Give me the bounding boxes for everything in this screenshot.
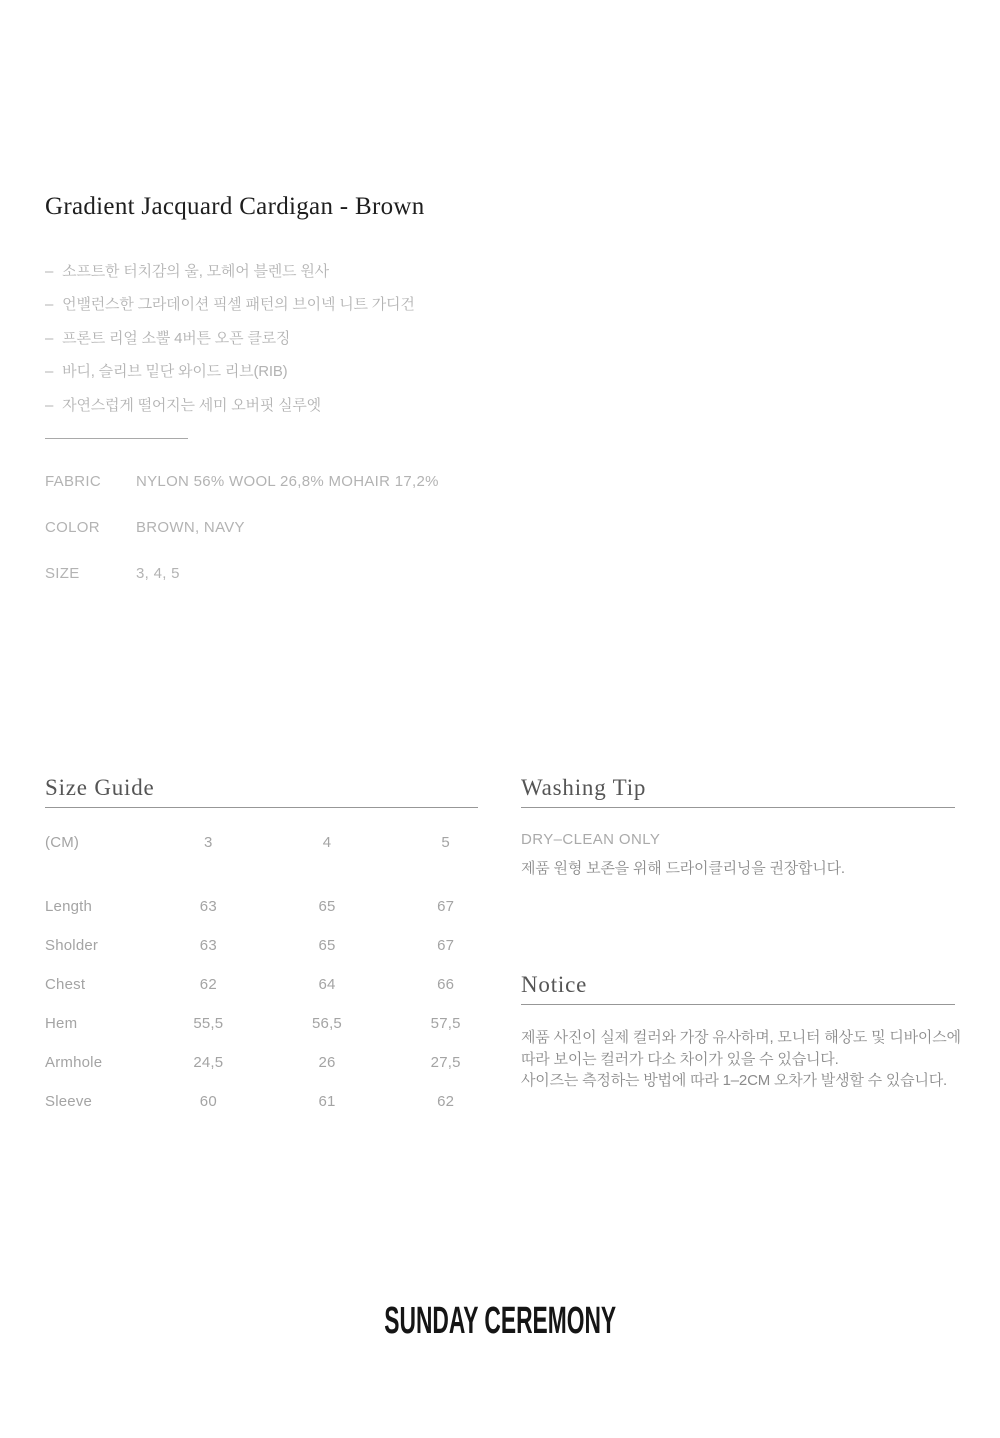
washing-tip-rule [521, 807, 955, 808]
feature-text: 프론트 리얼 소뿔 4버튼 오픈 클로징 [62, 329, 291, 347]
table-row [45, 1055, 505, 1094]
cell-value: 67 [437, 898, 455, 915]
cell-value: 64 [318, 976, 336, 993]
bullet-dash: – [45, 263, 54, 280]
cell-value: 62 [437, 1093, 455, 1110]
feature-text: 자연스럽게 떨어지는 세미 오버핏 실루엣 [62, 396, 321, 414]
bullet-dash: – [45, 329, 54, 347]
notice-line: 제품 사진이 실제 컬러와 가장 유사하며, 모니터 해상도 및 디바이스에 [521, 1029, 961, 1046]
row-label: Chest [45, 976, 86, 993]
spec-label: COLOR [45, 519, 100, 536]
washing-description: 제품 원형 보존을 위해 드라이클리닝을 권장합니다. [521, 860, 845, 877]
row-label: Length [45, 898, 93, 915]
washing-instruction: DRY–CLEAN ONLY [521, 831, 661, 848]
notice-line: 사이즈는 측정하는 방법에 따라 1–2CM 오차가 발생할 수 있습니다. [521, 1072, 948, 1090]
feature-text: 언밸런스한 그라데이션 픽셀 패턴의 브이넥 니트 가디건 [62, 296, 415, 314]
notice-line: 따라 보이는 컬러가 다소 차이가 있을 수 있습니다. [521, 1050, 839, 1068]
brand-logo [0, 1300, 1000, 1343]
feature-text: 소프트한 터치감의 울, 모헤어 블렌드 원사 [62, 263, 329, 280]
divider-line [45, 438, 188, 439]
spec-value: 3, 4, 5 [136, 565, 180, 582]
size-guide-header-row [45, 835, 505, 851]
cell-value: 65 [318, 898, 336, 915]
notice-heading: Notice [521, 972, 588, 997]
row-label: Armhole [45, 1054, 103, 1071]
cell-value: 65 [318, 937, 336, 954]
brand-logo-text: SUNDAY CEREMONY [384, 1300, 616, 1342]
size-guide-heading: Size Guide [45, 775, 155, 800]
cell-value: 67 [437, 937, 455, 954]
feature-text: 바디, 슬리브 밑단 와이드 리브(RIB) [62, 363, 288, 381]
table-row [45, 977, 505, 1016]
feature-item [45, 322, 415, 355]
cell-value: 55,5 [193, 1015, 224, 1032]
cell-value: 26 [318, 1054, 336, 1071]
table-row [45, 1094, 505, 1133]
cell-value: 66 [437, 976, 455, 993]
spec-row-color [45, 519, 439, 565]
unit-label: (CM) [45, 834, 80, 851]
feature-item [45, 255, 415, 288]
cell-value: 24,5 [193, 1054, 224, 1071]
feature-list [45, 255, 415, 422]
spec-label: SIZE [45, 565, 80, 582]
cell-value: 61 [318, 1093, 336, 1110]
cell-value: 62 [199, 976, 217, 993]
feature-item [45, 288, 415, 321]
row-label: Sleeve [45, 1093, 93, 1110]
column-header: 4 [322, 834, 332, 851]
cell-value: 57,5 [430, 1015, 461, 1032]
size-guide-rule [45, 807, 478, 808]
notice-text [521, 1027, 961, 1092]
table-row [45, 1016, 505, 1055]
spec-label: FABRIC [45, 473, 101, 490]
feature-item [45, 355, 415, 388]
bullet-dash: – [45, 396, 54, 414]
washing-tip-heading: Washing Tip [521, 775, 647, 800]
spec-value: BROWN, NAVY [136, 519, 245, 536]
bullet-dash: – [45, 296, 54, 314]
cell-value: 63 [199, 898, 217, 915]
cell-value: 56,5 [311, 1015, 342, 1032]
cell-value: 63 [199, 937, 217, 954]
spec-row-fabric [45, 473, 439, 519]
column-header: 3 [204, 834, 213, 851]
column-header: 5 [441, 834, 450, 851]
spec-row-size [45, 565, 439, 611]
notice-rule [521, 1004, 955, 1005]
size-guide-table [45, 835, 505, 1133]
feature-item [45, 389, 415, 422]
product-title: Gradient Jacquard Cardigan - Brown [45, 193, 425, 220]
table-row [45, 938, 505, 977]
cell-value: 60 [199, 1093, 217, 1110]
row-label: Hem [45, 1015, 78, 1032]
bullet-dash: – [45, 363, 54, 381]
spec-value: NYLON 56% WOOL 26,8% MOHAIR 17,2% [136, 473, 439, 490]
cell-value: 27,5 [430, 1054, 461, 1071]
row-label: Sholder [45, 937, 99, 954]
table-row [45, 899, 505, 938]
spec-list [45, 473, 439, 611]
